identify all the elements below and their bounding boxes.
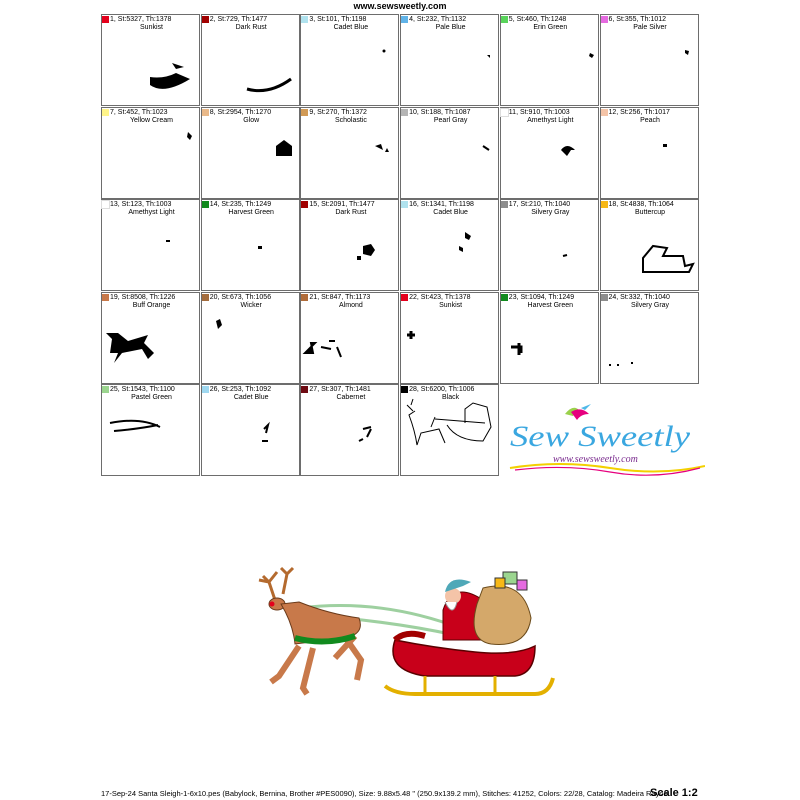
stitch-count: 270 [325,108,338,116]
color-stop-cell: 2, St:729, Th:1477 Dark Rust [201,14,300,106]
thread-number: 1270 [255,108,272,116]
thread-number: 1087 [454,108,471,116]
thread-number: 1100 [159,386,175,394]
stop-shape-preview [102,385,201,477]
color-stop-cell: 7, St:452, Th:1023 Yellow Cream [101,107,200,199]
site-url-header: www.sewsweetly.com [353,1,447,11]
color-stop-cell: 9, St:270, Th:1372 Scholastic [300,107,399,199]
thread-number: 1003 [554,108,570,116]
stitch-count: 6200 [429,386,445,394]
stop-number: 7 [110,108,114,116]
stop-number: 26 [209,386,218,394]
stop-shape-preview [102,293,201,385]
stitch-count: 256 [628,108,641,116]
thread-name: Cadet Blue [433,209,468,217]
thread-name: Yellow Cream [130,116,173,124]
stitch-count: 332 [628,293,641,301]
stop-shape-preview [202,293,301,385]
stitch-count: 1341 [429,201,445,209]
thread-number: 1477 [251,16,268,23]
stop-number: 15 [309,201,318,209]
stop-shape-preview [301,15,400,107]
stop-shape-preview [301,385,400,477]
stop-number: 24 [608,293,617,301]
color-stop-cell: 1, St:5327, Th:1378 Sunkist [101,14,200,106]
thread-name: Scholastic [334,116,367,124]
thread-number: 1378 [454,293,471,301]
thread-number: 1248 [550,16,567,23]
logo-text-sew: Sew Sweetly [510,420,691,453]
stop-number: 19 [110,293,118,301]
stop-number: 18 [608,201,617,209]
stop-number: 9 [309,108,314,116]
stop-shape-preview [202,108,301,200]
stitch-count: 307 [329,386,342,394]
thread-name: Glow [243,116,260,124]
color-stop-cell: 8, St:2954, Th:1270 Glow [201,107,300,199]
santa-sleigh-embroidery-preview [255,560,555,710]
stop-number: 17 [508,201,517,209]
stop-shape-preview [401,108,500,200]
color-stop-cell: 11, St:910, Th:1003 Amethyst Light [500,107,599,199]
stitch-count: 355 [624,16,637,23]
color-stop-cell: 13, St:123, Th:1003 Amethyst Light [101,199,200,291]
stitch-count: 210 [529,201,541,209]
thread-number: 1040 [554,201,571,209]
design-info-footer: 17-Sep-24 Santa Sleigh-1-6x10.pes (Babylock, Bernina, Brother #PES0090), Size: 9.88x5.48 " (250.9x139.2 mm), Stitches: 41252, Colors: 22/28, Catalog: Madeira Rayon [101,789,668,798]
stop-shape-preview [601,200,700,292]
sleigh-figure [385,634,553,694]
stop-shape-preview [501,15,600,107]
thread-number: 1064 [658,201,674,209]
thread-name: Black [442,394,460,402]
thread-number: 1198 [351,16,367,23]
thread-number: 1040 [654,293,670,301]
color-stop-cell: 27, St:307, Th:1481 Cabernet [300,384,399,476]
thread-name: Almond [339,301,363,309]
thread-name: Harvest Green [527,301,574,309]
stop-number: 16 [409,201,417,209]
stop-number: 12 [608,108,617,116]
color-stop-cell: 15, St:2091, Th:1477 Dark Rust [300,199,399,291]
logo-url: www.sewsweetly.com [553,454,638,465]
thread-number: 1003 [155,201,172,209]
stop-shape-preview [102,200,201,292]
stop-shape-preview [401,200,500,292]
color-stop-cell: 12, St:256, Th:1017 Peach [600,107,699,199]
thread-name: Pale Silver [633,24,667,31]
thread-number: 1249 [558,293,575,301]
thread-name: Pearl Gray [433,116,468,124]
stop-number: 22 [409,293,417,301]
color-stop-cell: 28, St:6200, Th:1006 Black [400,384,499,476]
stitch-count: 2954 [226,108,242,116]
thread-name: Buff Orange [132,301,171,309]
stop-shape-preview [601,15,700,107]
thread-number: 1481 [355,386,371,394]
color-stop-cell: 18, St:4838, Th:1064 Buttercup [600,199,699,291]
stop-shape-preview [301,293,400,385]
thread-number: 1372 [351,108,367,116]
stitch-count: 423 [429,293,442,301]
color-stop-cell: 3, St:101, Th:1198 Cadet Blue [300,14,399,106]
thread-number: 1023 [151,108,168,116]
thread-name: Harvest Green [228,209,274,217]
thread-name: Sunkist [140,24,163,31]
thread-name: Pale Blue [435,24,466,31]
color-stop-cell: 17, St:210, Th:1040 Silvery Gray [500,199,599,291]
color-stop-cell: 5, St:460, Th:1248 Erin Green [500,14,599,106]
stop-number: 3 [309,16,314,23]
thread-name: Peach [640,116,660,124]
color-stop-cell: 20, St:673, Th:1056 Wicker [201,292,300,384]
stop-shape-preview [301,108,400,200]
color-stop-cell: 14, St:235, Th:1249 Harvest Green [201,199,300,291]
stop-number: 21 [309,293,318,301]
color-stop-cell: 19, St:8508, Th:1226 Buff Orange [101,292,200,384]
stop-number: 2 [209,16,214,23]
stop-number: 23 [508,293,517,301]
stitch-count: 4838 [628,201,645,209]
thread-name: Cabernet [336,394,366,402]
thread-number: 1017 [654,108,670,116]
stitch-count: 101 [325,16,338,23]
thread-number: 1132 [451,16,467,23]
stop-shape-preview [301,200,400,292]
stop-number: 27 [309,386,318,394]
thread-name: Cadet Blue [333,24,369,31]
stop-shape-preview [102,15,201,107]
scale-label: Scale 1:2 [650,787,698,799]
stitch-count: 188 [429,108,442,116]
thread-name: Dark Rust [235,24,267,31]
stop-shape-preview [601,293,700,385]
stitch-count: 452 [126,108,139,116]
stop-number: 8 [209,108,214,116]
thread-number: 1056 [255,293,272,301]
thread-name: Sunkist [439,301,463,309]
stop-shape-preview [202,15,301,107]
thread-name: Buttercup [635,209,665,217]
thread-name: Cadet Blue [233,394,269,402]
thread-number: 1092 [255,386,272,394]
color-stop-cell: 10, St:188, Th:1087 Pearl Gray [400,107,499,199]
thread-name: Silvery Gray [630,301,670,309]
thread-name: Erin Green [533,24,568,31]
stop-number: 20 [209,293,218,301]
stop-number: 28 [409,386,417,394]
color-stop-cell: 6, St:355, Th:1012 Pale Silver [600,14,699,106]
reindeer-figure [259,568,361,694]
stop-shape-preview [202,200,301,292]
thread-name: Amethyst Light [527,116,574,124]
color-stop-cell: 25, St:1543, Th:1100 Pastel Green [101,384,200,476]
stop-shape-preview [601,108,700,200]
stitch-count: 253 [229,386,242,394]
color-stop-cell: 24, St:332, Th:1040 Silvery Gray [600,292,699,384]
stitch-count: 8508 [130,293,146,301]
stitch-count: 232 [425,16,438,23]
color-stop-cell: 23, St:1094, Th:1249 Harvest Green [500,292,599,384]
color-stop-cell: 16, St:1341, Th:1198 Cadet Blue [400,199,499,291]
stop-shape-preview [501,293,600,385]
thread-number: 1378 [155,16,172,23]
stop-shape-preview [202,385,301,477]
thread-name: Dark Rust [335,209,367,217]
stop-shape-preview [501,108,600,200]
stitch-count: 5327 [126,16,142,23]
color-stop-cell: 22, St:423, Th:1378 Sunkist [400,292,499,384]
thread-number: 1249 [255,201,272,209]
stop-shape-preview [102,108,201,200]
stop-number: 6 [608,16,613,23]
stop-shape-preview [401,293,500,385]
stop-number: 5 [508,16,513,23]
thread-number: 1173 [355,293,371,301]
stop-number: 11 [508,108,517,116]
stop-shape-preview [401,385,500,477]
thread-number: 1006 [458,386,475,394]
stop-number: 10 [409,108,417,116]
stop-number: 13 [110,201,118,209]
stitch-count: 460 [525,16,537,23]
thread-name: Silvery Gray [531,209,570,217]
thread-number: 1477 [359,201,375,209]
sew-sweetly-logo [505,398,705,478]
stop-number: 4 [409,16,413,23]
stitch-count: 847 [329,293,342,301]
thread-number: 1012 [650,16,667,23]
gift-sack-figure [474,572,531,644]
color-stop-cell: 4, St:232, Th:1132 Pale Blue [400,14,499,106]
stop-shape-preview [401,15,500,107]
stop-number: 14 [209,201,218,209]
thread-name: Wicker [240,301,262,309]
thread-number: 1226 [159,293,176,301]
stop-shape-preview [501,200,600,292]
color-stop-cell: 26, St:253, Th:1092 Cadet Blue [201,384,300,476]
stop-number: 25 [110,386,118,394]
color-stop-cell: 21, St:847, Th:1173 Almond [300,292,399,384]
stop-number: 1 [110,16,114,23]
thread-name: Amethyst Light [128,209,175,217]
stitch-count: 910 [528,108,541,116]
stitch-count: 729 [226,16,238,23]
stitch-count: 235 [229,201,242,209]
stitch-count: 123 [130,201,142,209]
thread-number: 1198 [458,201,474,209]
stitch-count: 1543 [130,386,146,394]
stitch-count: 1094 [529,293,545,301]
stitch-count: 673 [229,293,242,301]
stitch-count: 2091 [329,201,346,209]
thread-name: Pastel Green [131,394,172,402]
